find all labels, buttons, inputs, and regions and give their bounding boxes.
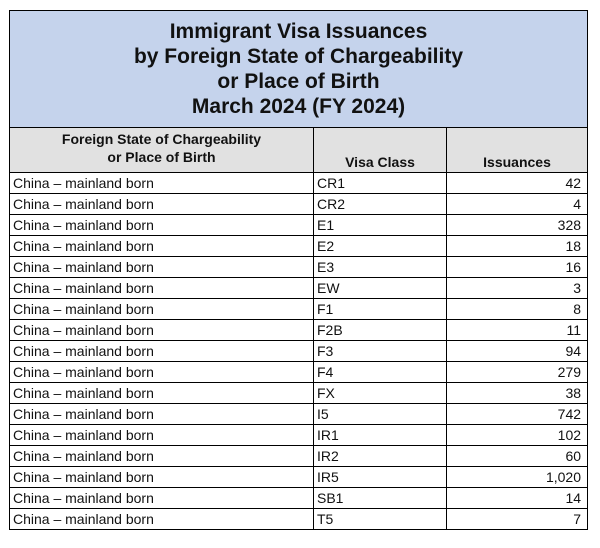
cell-visa-class: IR2	[314, 446, 447, 467]
cell-visa-class: IR5	[314, 467, 447, 488]
cell-issuances: 16	[447, 257, 588, 278]
cell-issuances: 18	[447, 236, 588, 257]
table-title	[10, 11, 588, 128]
cell-visa-class: CR2	[314, 194, 447, 215]
cell-issuances: 8	[447, 299, 588, 320]
cell-country: China – mainland born	[10, 341, 314, 362]
cell-visa-class: CR1	[314, 173, 447, 194]
table-row	[10, 194, 588, 215]
cell-visa-class: T5	[314, 509, 447, 530]
cell-country: China – mainland born	[10, 215, 314, 236]
table-row	[10, 320, 588, 341]
title-line-2: by Foreign State of Chargeability	[133, 45, 464, 68]
cell-country: China – mainland born	[10, 194, 314, 215]
header-country-line-1: Foreign State of Chargeability	[61, 131, 262, 147]
cell-issuances: 42	[447, 173, 588, 194]
table-row	[10, 299, 588, 320]
cell-visa-class: I5	[314, 404, 447, 425]
cell-country: China – mainland born	[10, 173, 314, 194]
cell-country: China – mainland born	[10, 509, 314, 530]
table-row	[10, 278, 588, 299]
cell-country: China – mainland born	[10, 488, 314, 509]
cell-country: China – mainland born	[10, 467, 314, 488]
table-row	[10, 362, 588, 383]
cell-visa-class: E3	[314, 257, 447, 278]
table-row	[10, 173, 588, 194]
cell-visa-class: F2B	[314, 320, 447, 341]
title-line-4: March 2024 (FY 2024)	[191, 95, 406, 118]
cell-issuances: 102	[447, 425, 588, 446]
table-row	[10, 383, 588, 404]
table-row	[10, 425, 588, 446]
cell-visa-class: IR1	[314, 425, 447, 446]
cell-country: China – mainland born	[10, 257, 314, 278]
cell-issuances: 14	[447, 488, 588, 509]
header-country-line-2: or Place of Birth	[107, 149, 216, 165]
cell-country: China – mainland born	[10, 425, 314, 446]
cell-issuances: 94	[447, 341, 588, 362]
visa-issuance-table	[9, 10, 588, 530]
table-row	[10, 257, 588, 278]
cell-issuances: 3	[447, 278, 588, 299]
cell-issuances: 38	[447, 383, 588, 404]
cell-issuances: 11	[447, 320, 588, 341]
cell-country: China – mainland born	[10, 278, 314, 299]
cell-country: China – mainland born	[10, 320, 314, 341]
table-row	[10, 236, 588, 257]
cell-visa-class: F1	[314, 299, 447, 320]
title-line-3: or Place of Birth	[217, 70, 380, 93]
header-country	[10, 128, 314, 173]
visa-issuance-table-container	[9, 10, 587, 530]
cell-issuances: 7	[447, 509, 588, 530]
cell-country: China – mainland born	[10, 383, 314, 404]
header-visa-class: Visa Class	[314, 128, 447, 173]
cell-issuances: 1,020	[447, 467, 588, 488]
cell-visa-class: E1	[314, 215, 447, 236]
cell-issuances: 4	[447, 194, 588, 215]
cell-visa-class: E2	[314, 236, 447, 257]
table-row	[10, 341, 588, 362]
cell-issuances: 279	[447, 362, 588, 383]
cell-country: China – mainland born	[10, 362, 314, 383]
cell-country: China – mainland born	[10, 404, 314, 425]
table-row	[10, 215, 588, 236]
table-row	[10, 446, 588, 467]
table-row	[10, 509, 588, 530]
cell-issuances: 328	[447, 215, 588, 236]
cell-visa-class: F4	[314, 362, 447, 383]
cell-country: China – mainland born	[10, 299, 314, 320]
cell-country: China – mainland born	[10, 236, 314, 257]
cell-country: China – mainland born	[10, 446, 314, 467]
table-row	[10, 488, 588, 509]
cell-visa-class: FX	[314, 383, 447, 404]
table-row	[10, 404, 588, 425]
cell-visa-class: EW	[314, 278, 447, 299]
header-issuances: Issuances	[447, 128, 588, 173]
cell-issuances: 60	[447, 446, 588, 467]
title-line-1: Immigrant Visa Issuances	[169, 20, 428, 43]
table-row	[10, 467, 588, 488]
cell-visa-class: F3	[314, 341, 447, 362]
cell-visa-class: SB1	[314, 488, 447, 509]
cell-issuances: 742	[447, 404, 588, 425]
